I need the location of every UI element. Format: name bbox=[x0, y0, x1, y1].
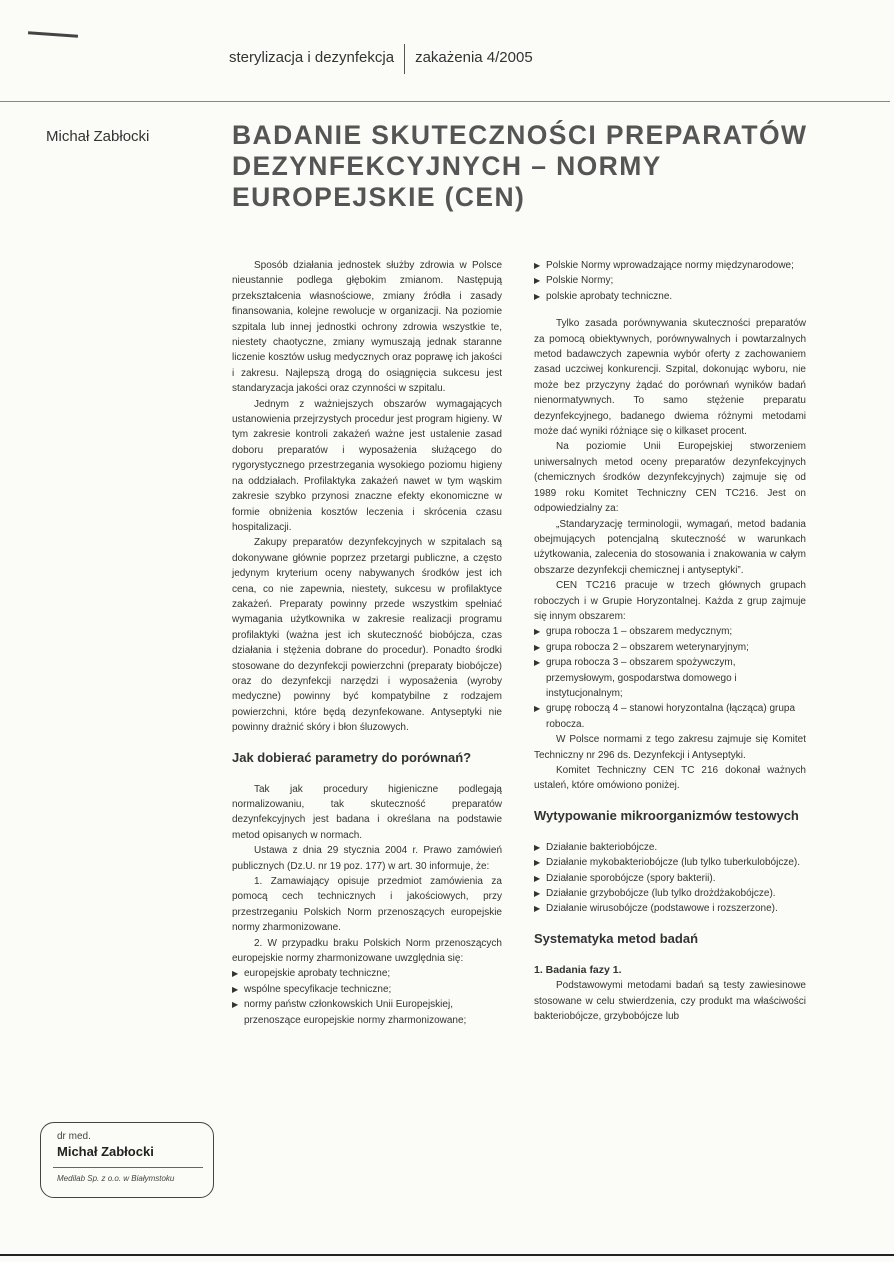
list-item: ▶ polskie aprobaty techniczne. bbox=[534, 289, 806, 304]
subsection-heading: 1. Badania fazy 1. bbox=[534, 963, 622, 976]
column-left bbox=[232, 258, 502, 1028]
paragraph: W Polsce normami z tego zakresu zajmuje się Komitet Techniczny nr 296 ds. Dezynfekcji i Antyseptyki. bbox=[534, 734, 806, 761]
quote-paragraph: „Standaryzację terminologii, wymagań, metod badania obejmujących potencjalną skuteczność w warunkach użytkowania, zalecenia do stosowania i znakowania w całym obszarze dezynfekcji chemicznej i antyseptyki”. bbox=[534, 518, 806, 576]
section-heading: Jak dobierać parametry do porównań? bbox=[232, 749, 472, 765]
running-header bbox=[229, 44, 533, 74]
paragraph: Komitet Techniczny CEN TC 216 dokonał ważnych ustaleń, które omówiono poniżej. bbox=[534, 765, 806, 792]
section-heading: Systematyka metod badań bbox=[534, 930, 699, 946]
paragraph: CEN TC216 pracuje w trzech głównych grupach roboczych i w Grupie Horyzontalnej. Każda z grup zajmuje się innym obszarem: bbox=[534, 580, 806, 622]
column-right bbox=[534, 258, 806, 1024]
paragraph: Tylko zasada porównywania skuteczności preparatów za pomocą obiektywnych, porównywalnych i powtarzalnych metod badawczych zapewnia wybór oferty z zachowaniem zasad uczciwej konkurencji. Szpital, dokonując wyboru, nie może bez przyczyny żądać do porównań wyników badań nienormatywnych. To samo stężenie preparatu dezynfekcyjnego, badanego dwiema różnymi metodami może dać wyniki różniące się o kilkaset procent. bbox=[534, 318, 806, 438]
bullet-list bbox=[534, 840, 806, 917]
list-item: ▶ Działanie bakteriobójcze. bbox=[534, 840, 806, 855]
list-item: ▶ Polskie Normy wprowadzające normy międzynarodowe; bbox=[534, 258, 806, 273]
bullet-list bbox=[534, 258, 806, 304]
list-item: ▶ europejskie aprobaty techniczne; bbox=[232, 966, 502, 981]
stamp-title: dr med. bbox=[57, 1131, 91, 1142]
author-stamp bbox=[40, 1122, 214, 1198]
paragraph: Tak jak procedury higieniczne podlegają normalizowaniu, tak skuteczność preparatów dezynfekcyjnych jest badana i określana na podstawie metod opisanych w normach. bbox=[232, 783, 502, 841]
page-edge bbox=[0, 1254, 894, 1256]
paragraph: 2. W przypadku braku Polskich Norm przenoszących europejskie normy zharmonizowane uwzględnia się: bbox=[232, 937, 502, 965]
paragraph: 1. Zamawiający opisuje przedmiot zamówienia za pomocą cech technicznych i jakościowych, przy przestrzeganiu Polskich Norm przenoszących europejskie normy zharmonizowane. bbox=[232, 876, 502, 934]
paragraph: Na poziomie Unii Europejskiej stworzeniem uniwersalnych metod oceny preparatów dezynfekcyjnych (chemicznych środków dezynfekcyjnych) zajmuje się od 1989 roku Komitet Techniczny CEN TC216. Jest on odpowiedzialny za: bbox=[534, 441, 806, 515]
section-heading: Wytypowanie mikroorganizmów testowych bbox=[534, 807, 799, 823]
list-item: ▶ wspólne specyfikacje techniczne; bbox=[232, 982, 502, 997]
scan-mark bbox=[28, 31, 78, 37]
header-section: sterylizacja i dezynfekcja bbox=[229, 49, 395, 66]
bullet-list bbox=[534, 624, 806, 732]
list-item: ▶ Polskie Normy; bbox=[534, 273, 806, 288]
list-item: ▶ normy państw członkowskich Unii Europejskiej, przenoszące europejskie normy zharmonizowane; bbox=[232, 997, 502, 1028]
bullet-list bbox=[232, 966, 502, 1028]
paragraph: Sposób działania jednostek służby zdrowia w Polsce nieustannie podlega głębokim zmianom. Następują przekształcenia własnościowe, zmiany źródła i zasady finansowania, kolejne rewolucje w organizacji. Na poziomie szpitala lub innej jednostki ochrony zdrowia wszystkie te, niestety chaotyczne, zmiany wymuszają jednak staranne liczenie kosztów usług medycznych oraz poprawę ich jakości i zakresu. Najlepszą drogą do osiągnięcia sukcesu jest standaryzacja jakości oraz czynności w szpitalu. bbox=[232, 260, 502, 395]
article-title: BADANIE SKUTECZNOŚCI PREPARATÓW DEZYNFEKCYJNYCH – NORMY EUROPEJSKIE (CEN) bbox=[232, 120, 808, 212]
stamp-divider bbox=[53, 1167, 203, 1168]
list-item: ▶ grupa robocza 1 – obszarem medycznym; bbox=[534, 624, 806, 639]
stamp-name: Michał Zabłocki bbox=[57, 1144, 154, 1159]
list-item: ▶ Działanie wirusobójcze (podstawowe i rozszerzone). bbox=[534, 901, 806, 916]
header-divider bbox=[404, 44, 405, 74]
list-item: ▶ grupa robocza 2 – obszarem weterynaryjnym; bbox=[534, 640, 806, 655]
header-issue: zakażenia 4/2005 bbox=[415, 49, 533, 66]
paragraph: Jednym z ważniejszych obszarów wymagających ustanowienia przejrzystych procedur jest program higieny. W tym zakresie kontroli zakażeń ważne jest ustalenie zasad doboru preparatów i wyposażenia służącego do rygorystycznego przestrzegania wysokiego poziomu higieny na oddziałach. Profilaktyka zakażeń nawet w tym wąskim zakresie szybko przynosi znaczne efekty ekonomiczne w formie obniżenia kosztów leczenia i skrócenia czasu hospitalizacji. bbox=[232, 398, 502, 533]
stamp-company: Medilab Sp. z o.o. w Białymstoku bbox=[57, 1174, 175, 1183]
header-rule bbox=[0, 101, 890, 102]
list-item: ▶ grupę roboczą 4 – stanowi horyzontalna (łącząca) grupa robocza. bbox=[534, 701, 806, 732]
paragraph: Podstawowymi metodami badań są testy zawiesinowe stosowane w celu stwierdzenia, czy produkt ma właściwości bakteriobójcze, grzybobójcze lub bbox=[534, 980, 806, 1023]
paragraph: Zakupy preparatów dezynfekcyjnych w szpitalach są dokonywane głównie poprzez przetargi publiczne, a często jedynym kryterium oceny nabywanych środków jest ich cena, co nie zapewnia, niestety, sukcesu w profilaktyce zakażeń. Preparaty powinny przede wszystkim spełniać wymagania użytkownika w zakresie realizacji programu profilaktyki (ważna jest ich skuteczność biobójcza, czas działania i stężenia dobrane do procedur). Ponadto środki stosowane do dezynfekcji powierzchni (preparaty biobójcze) oraz do dezynfekcji narzędzi i wyposażenia (wyroby medyczne) powinny być kompatybilne z rodzajem powierzchni, które będą dezynfekowane. Antyseptyki nie powinny drażnić skóry i błon śluzowych. bbox=[232, 537, 502, 734]
list-item: ▶ Działanie grzybobójcze (lub tylko drożdżakobójcze). bbox=[534, 886, 806, 901]
author-name: Michał Zabłocki bbox=[46, 128, 150, 145]
paragraph: Ustawa z dnia 29 stycznia 2004 r. Prawo zamówień publicznych (Dz.U. nr 19 poz. 177) w art. 30 informuje, że: bbox=[232, 845, 502, 872]
list-item: ▶ Działanie sporobójcze (spory bakterii). bbox=[534, 871, 806, 886]
list-item: ▶ grupa robocza 3 – obszarem spożywczym, przemysłowym, gospodarstwa domowego i instytucjonalnym; bbox=[534, 655, 806, 701]
list-item: ▶ Działanie mykobakteriobójcze (lub tylko tuberkulobójcze). bbox=[534, 855, 806, 870]
